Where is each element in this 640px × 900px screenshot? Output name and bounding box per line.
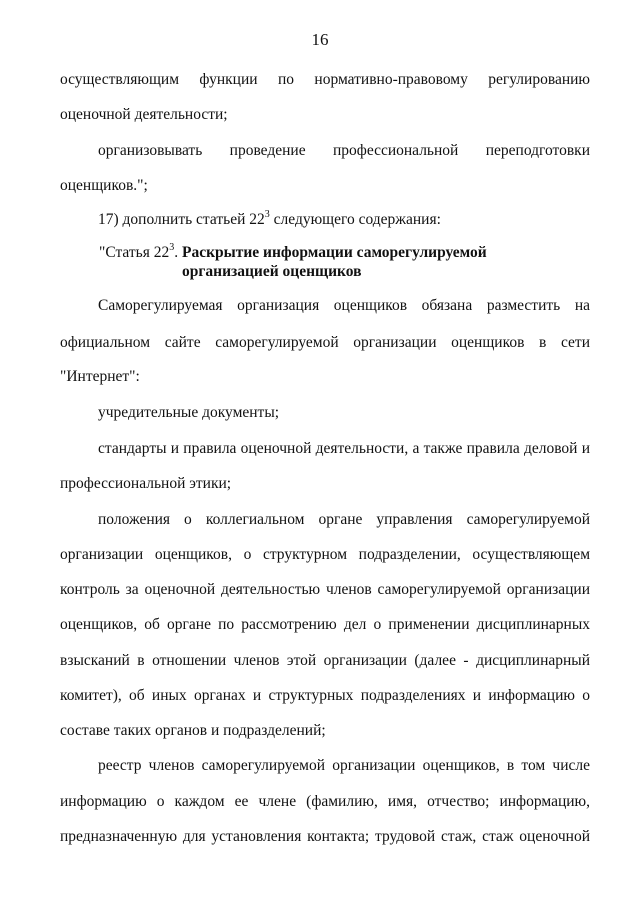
text-line: комитет), об иных органах и структурных подразделениях и информацию о bbox=[60, 687, 590, 704]
text-line: стандарты и правила оценочной деятельности, а также правила деловой и bbox=[98, 440, 590, 457]
text-line: осуществляющим функции по нормативно-правовому регулированию bbox=[60, 71, 590, 88]
text-line: предназначенную для установления контакта; трудовой стаж, стаж оценочной bbox=[60, 828, 590, 845]
text-line: оценочной деятельности; bbox=[60, 106, 228, 123]
text-line: учредительные документы; bbox=[98, 404, 280, 421]
page-number: 16 bbox=[311, 30, 329, 49]
text-line: положения о коллегиальном органе управления саморегулируемой bbox=[98, 511, 590, 528]
text-line: взысканий в отношении членов этой организации (далее - дисциплинарный bbox=[60, 652, 590, 669]
article-heading-title: Раскрытие информации саморегулируемой bbox=[182, 244, 487, 261]
article-heading-prefix: "Статья 22 bbox=[99, 244, 170, 261]
text-line: контроль за оценочной деятельностью членов саморегулируемой организации bbox=[60, 581, 590, 598]
text-line: информацию о каждом ее члене (фамилию, имя, отчество; информацию, bbox=[60, 793, 590, 810]
text-line: официальном сайте саморегулируемой организации оценщиков в сети bbox=[60, 334, 590, 351]
text-line: оценщиков."; bbox=[60, 177, 148, 194]
text-line: составе таких органов и подразделений; bbox=[60, 722, 326, 739]
text-line: организовывать проведение профессиональной переподготовки bbox=[98, 142, 590, 159]
text-line: реестр членов саморегулируемой организации оценщиков, в том числе bbox=[98, 757, 590, 774]
amendment-item-tail: следующего содержания: bbox=[269, 211, 441, 228]
article-superscript: 3 bbox=[264, 209, 270, 220]
amendment-item-text: 17) дополнить статьей 22 bbox=[98, 211, 265, 228]
text-line: профессиональной этики; bbox=[60, 475, 232, 492]
article-heading bbox=[99, 243, 487, 263]
amendment-item bbox=[98, 210, 590, 230]
text-line: оценщиков, об органе по рассмотрению дел о применении дисциплинарных bbox=[60, 616, 590, 633]
text-line: Саморегулируемая организация оценщиков обязана разместить на bbox=[98, 297, 590, 314]
article-heading-superscript: 3 bbox=[169, 242, 175, 253]
article-heading-title-cont: организацией оценщиков bbox=[182, 263, 362, 280]
article-heading-dot: . bbox=[174, 244, 179, 261]
text-line: организации оценщиков, о структурном подразделении, осуществляющем bbox=[60, 546, 590, 563]
text-line: "Интернет": bbox=[60, 368, 140, 385]
